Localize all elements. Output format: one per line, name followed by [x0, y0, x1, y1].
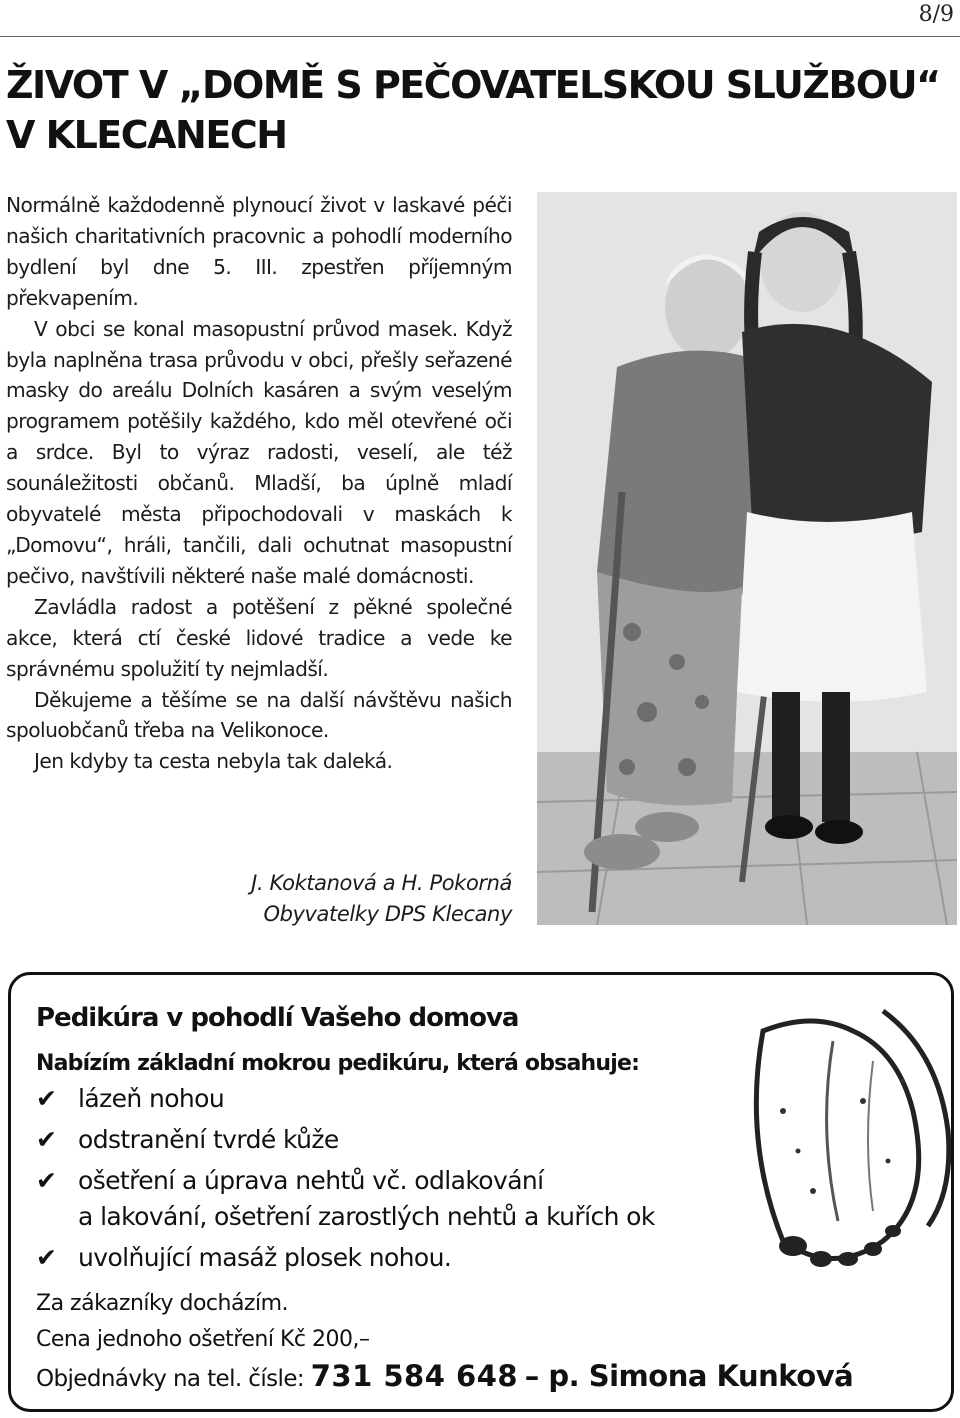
article-body	[6, 190, 512, 777]
ad-phone-number: 731 584 648	[310, 1359, 519, 1393]
feet-illustration	[723, 991, 954, 1281]
ad-service-item	[36, 1122, 655, 1158]
ad-service-item	[36, 1081, 655, 1117]
ad-contact-name: – p. Simona Kunková	[524, 1359, 854, 1393]
photo-illustration	[537, 192, 957, 925]
ad-service-item	[36, 1163, 655, 1235]
article-photo	[537, 192, 957, 925]
ad-service-item	[36, 1240, 655, 1276]
ad-visit-note: Za zákazníky docházím.	[36, 1291, 289, 1316]
article-title-line-1: ŽIVOT V „DOMĚ S PEČOVATELSKOU SLUŽBOU“	[6, 63, 940, 107]
check-icon: ✔	[36, 1166, 57, 1195]
signature-authors: J. Koktanová a H. Pokorná	[251, 871, 512, 895]
ad-service-text: odstranění tvrdé kůže	[78, 1125, 339, 1154]
article-paragraph: Normálně každodenně plynoucí život v laskavé péči našich charitativních pracovnic a pohodlí moderního bydlení byl dne 5. III. zpestřen příjemným překvapením.	[6, 193, 512, 310]
ad-service-text: lázeň nohou	[78, 1084, 225, 1113]
check-icon: ✔	[36, 1243, 57, 1272]
signature-affiliation: Obyvatelky DPS Klecany	[263, 902, 512, 926]
ad-price-note: Cena jednoho ošetření Kč 200,–	[36, 1327, 370, 1352]
ad-order-line	[36, 1359, 853, 1393]
ad-service-text: uvolňující masáž plosek nohou.	[78, 1243, 452, 1272]
check-icon: ✔	[36, 1084, 57, 1113]
header-rule	[0, 36, 960, 37]
article-paragraph: V obci se konal masopustní průvod masek. Když byla naplněna trasa průvodu v obci, přešly seřazené masky do areálu Dolních kasáren a svým veselým programem potěšily každého, kdo měl otevřené oči a srdce. Byl to výraz radosti, veselí, ale též sounáležitosti občanů. Mladší, ba úplně mladí obyvatelé města připochodovali v maskách k „Domovu“, hráli, tančili, dali ochutnat masopustní pečivo, navštívili některé naše malé domácnosti.	[6, 316, 512, 588]
article-paragraph: Zavládla radost a potěšení z pěkné společné akce, která ctí české lidové tradice a vede ke správnému spolužití ty nejmladší.	[6, 594, 512, 681]
ad-intro: Nabízím základní mokrou pedikúru, která obsahuje:	[36, 1051, 640, 1076]
pedicure-ad	[8, 972, 954, 1412]
ad-service-list	[36, 1081, 655, 1276]
ad-order-label: Objednávky na tel. čísle:	[36, 1366, 305, 1392]
article-paragraph: Děkujeme a těšíme se na další návštěvu našich spoluobčanů třeba na Velikonoce.	[6, 687, 512, 743]
article-title	[6, 60, 946, 160]
article-title-line-2: V KLECANECH	[6, 113, 287, 157]
ad-title: Pedikúra v pohodlí Vašeho domova	[36, 1003, 519, 1033]
page-number: 8/9	[918, 2, 954, 27]
ad-service-text: ošetření a úprava nehtů vč. odlakování a lakování, ošetření zarostlých nehtů a kuřích ok	[78, 1166, 655, 1231]
article-signature	[251, 868, 512, 930]
check-icon: ✔	[36, 1125, 57, 1154]
article-paragraph: Jen kdyby ta cesta nebyla tak daleká.	[34, 749, 393, 774]
